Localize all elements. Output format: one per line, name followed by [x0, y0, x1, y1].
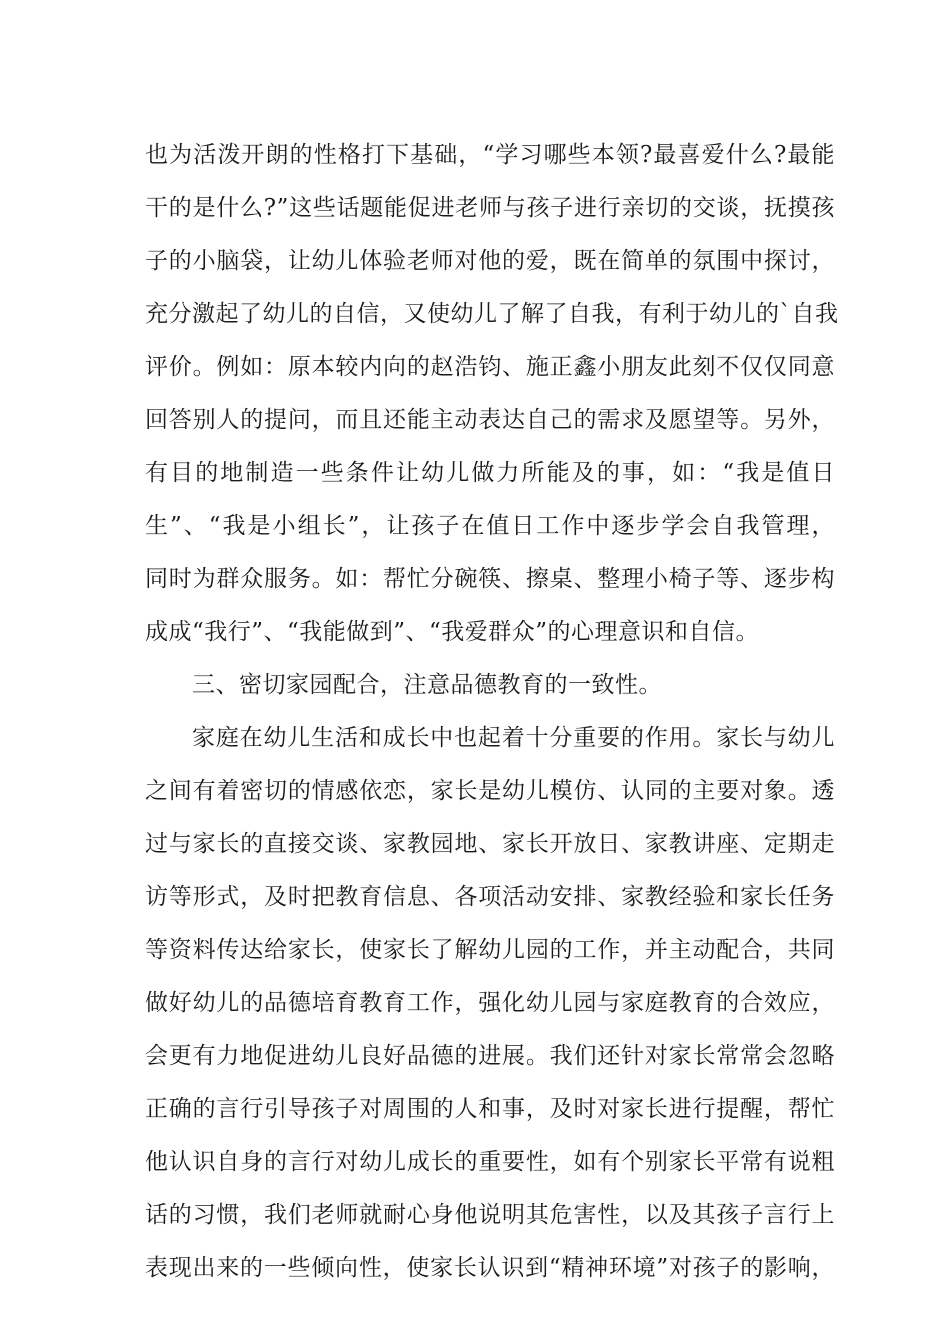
text-line: 成成“我行”、“我能做到”、“我爱群众”的心理意识和自信。: [145, 619, 760, 645]
text-line: 也为活泼开朗的性格打下基础，“学习哪些本领?最喜爱什么?最能: [145, 142, 835, 168]
text-line: 话的习惯，我们老师就耐心身他说明其危害性，以及其孩子言行上: [145, 1202, 835, 1228]
text-line: 同时为群众服务。如：帮忙分碗筷、擦桌、整理小椅子等、逐步构: [145, 566, 835, 592]
text-line: 之间有着密切的情感依恋，家长是幼儿模仿、认同的主要对象。透: [145, 778, 835, 804]
text-line: 做好幼儿的品德培育教育工作，强化幼儿园与家庭教育的合效应，: [145, 990, 835, 1016]
text-line: 生”、“我是小组长”，让孩子在值日工作中逐步学会自我管理，: [145, 513, 835, 539]
section-heading: 三、密切家园配合，注意品德教育的一致性。: [192, 672, 662, 698]
text-line: 充分激起了幼儿的自信，又使幼儿了解了自我，有利于幼儿的`自我: [145, 301, 839, 327]
text-line: 子的小脑袋，让幼儿体验老师对他的爱，既在简单的氛围中探讨，: [145, 248, 835, 274]
paragraph-first-line: 家庭在幼儿生活和成长中也起着十分重要的作用。家长与幼儿: [192, 725, 835, 751]
text-line: 过与家长的直接交谈、家教园地、家长开放日、家教讲座、定期走: [145, 831, 835, 857]
text-line: 他认识自身的言行对幼儿成长的重要性，如有个别家长平常有说粗: [145, 1149, 835, 1175]
text-line: 回答别人的提问，而且还能主动表达自己的需求及愿望等。另外，: [145, 407, 835, 433]
text-line: 评价。例如：原本较内向的赵浩钧、施正鑫小朋友此刻不仅仅同意: [145, 354, 835, 380]
text-line: 会更有力地促进幼儿良好品德的进展。我们还针对家长常常会忽略: [145, 1043, 835, 1069]
text-line: 干的是什么?”这些话题能促进老师与孩子进行亲切的交谈，抚摸孩: [145, 195, 835, 221]
text-line: 等资料传达给家长，使家长了解幼儿园的工作，并主动配合，共同: [145, 937, 835, 963]
text-line: 表现出来的一些倾向性，使家长认识到“精神环境”对孩子的影响，: [145, 1255, 835, 1281]
text-line: 正确的言行引导孩子对周围的人和事，及时对家长进行提醒，帮忙: [145, 1096, 835, 1122]
text-line: 访等形式，及时把教育信息、各项活动安排、家教经验和家长任务: [145, 884, 835, 910]
text-line: 有目的地制造一些条件让幼儿做力所能及的事，如：“我是值日: [145, 460, 835, 486]
